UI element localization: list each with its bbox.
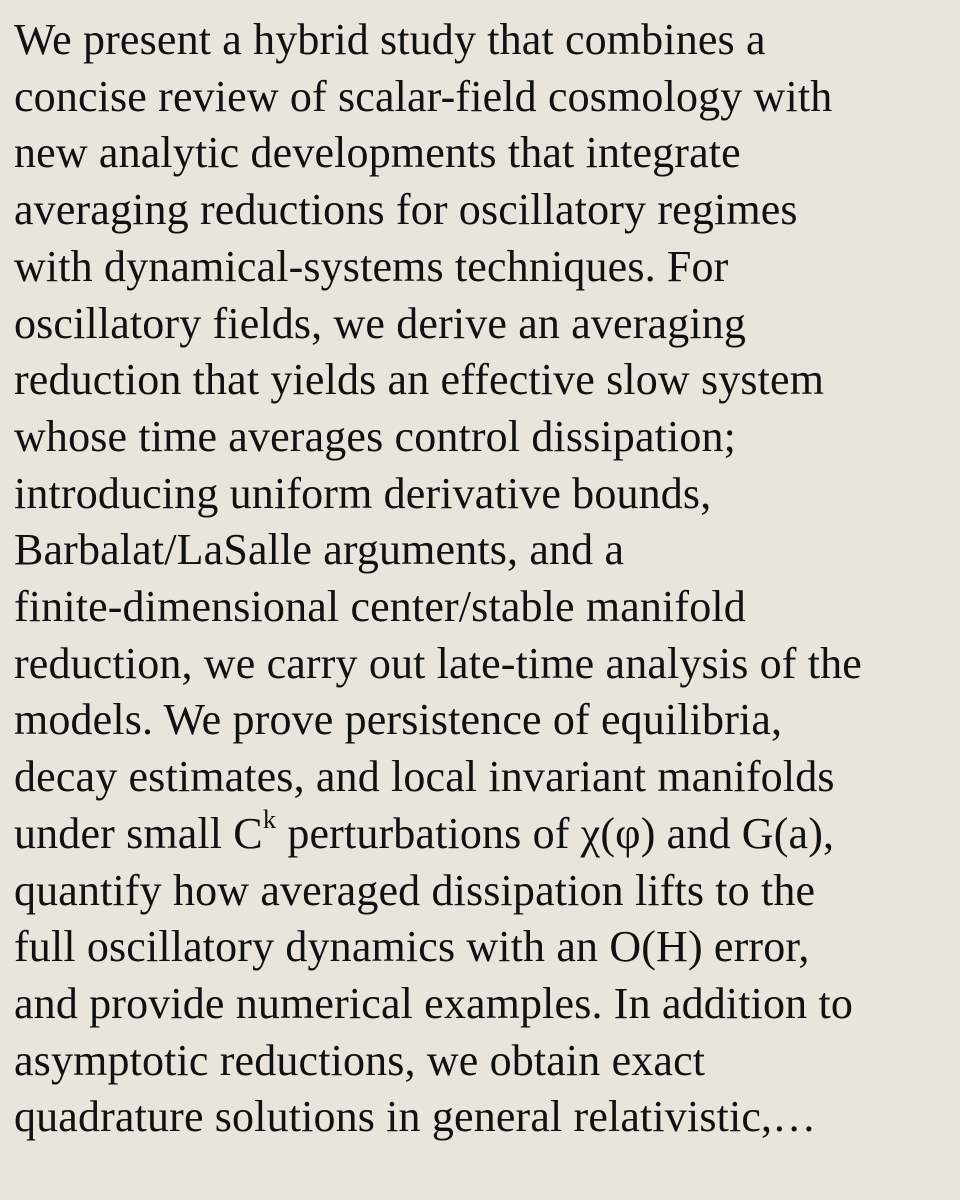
abstract-line: finite-dimensional center/stable manifold [14, 582, 746, 632]
abstract-line: oscillatory fields, we derive an averaging [14, 298, 747, 348]
abstract-line: introducing uniform derivative bounds, [14, 468, 712, 518]
abstract-line: full oscillatory dynamics with an O(H) error, [14, 922, 810, 972]
abstract-line: averaging reductions for oscillatory regimes [14, 185, 798, 235]
abstract-line: new analytic developments that integrate [14, 128, 741, 178]
line-text-before-superscript: under small C [14, 808, 263, 858]
line-text-after-superscript: perturbations of χ(φ) and G(a), [276, 808, 835, 858]
abstract-line: models. We prove persistence of equilibria, [14, 695, 783, 745]
abstract-line: We present a hybrid study that combines a [14, 15, 766, 64]
abstract-line: quantify how averaged dissipation lifts to the [14, 865, 816, 915]
abstract-line: Barbalat/LaSalle arguments, and a [14, 525, 625, 575]
abstract-line: and provide numerical examples. In addition to [14, 978, 853, 1028]
abstract-line: whose time averages control dissipation; [14, 411, 737, 461]
abstract-line: quadrature solutions in general relativistic,… [14, 1092, 817, 1142]
abstract-line: reduction, we carry out late-time analysis of the [14, 638, 862, 688]
abstract-line: with dynamical-systems techniques. For [14, 241, 729, 291]
abstract-line-with-superscript [14, 806, 944, 863]
abstract-text [14, 12, 944, 1146]
superscript-k: k [262, 804, 277, 835]
abstract-line: reduction that yields an effective slow system [14, 355, 825, 405]
abstract-line: decay estimates, and local invariant manifolds [14, 752, 835, 802]
abstract-line: concise review of scalar-field cosmology with [14, 71, 833, 121]
abstract-line: asymptotic reductions, we obtain exact [14, 1035, 706, 1085]
